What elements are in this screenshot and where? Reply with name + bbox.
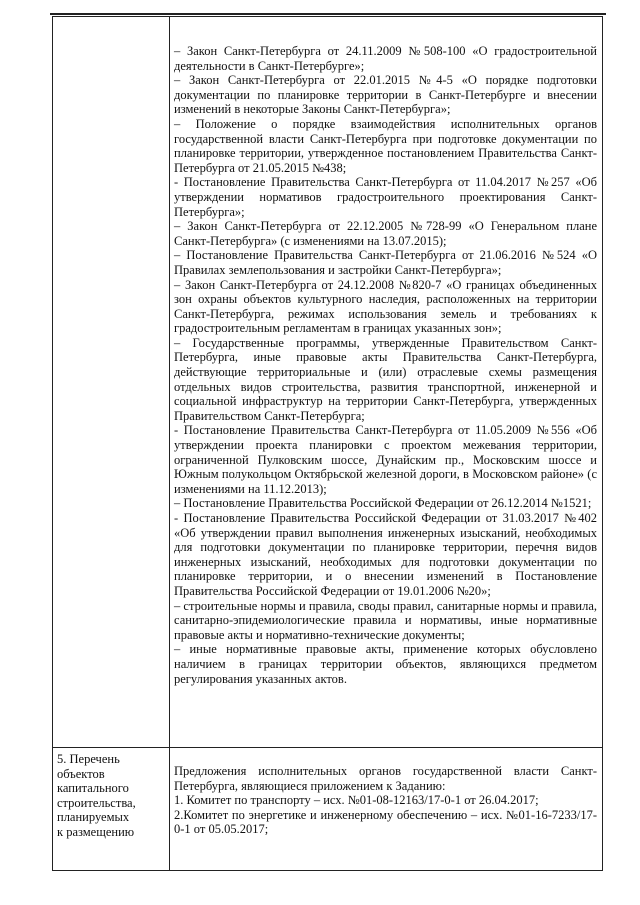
list-item: – Закон Санкт-Петербурга от 22.01.2015 №4-5 «О порядке подготовки документации по планировке территории в Санкт-Петербурге и внесении изменений в некоторые Законы Санкт-Петербурга»; bbox=[174, 73, 597, 117]
label-line: строительства, bbox=[57, 795, 136, 810]
row-label-cell bbox=[53, 748, 170, 871]
list-item: - Постановление Правительства Российской Федерации от 31.03.2017 №402 «Об утверждении правил выполнения инженерных изысканий, необходимых для подготовки документации по планировке территории, перечня видов инженерных изысканий, необходимых для подготовки документации по планировке территории, и о внесении изменений в Постановление Правительства Российской Федерации от 19.01.2006 №20»; bbox=[174, 511, 597, 598]
proposals-list bbox=[170, 748, 602, 837]
table-row bbox=[53, 17, 603, 748]
section-five-label bbox=[53, 748, 169, 840]
list-item: – Государственные программы, утвержденные Правительством Санкт-Петербурга, иные правовые акты Правительства Санкт-Петербурга, действующие территориальные и (или) отраслевые схемы размещения отдельных видов строительства, развития транспортной, инженерной и социальной инфраструктур на территории Санкт-Петербурга, утвержденных Правительством Санкт-Петербурга; bbox=[174, 335, 597, 423]
label-line: капитального bbox=[57, 781, 129, 796]
list-item: – строительные нормы и правила, своды правил, санитарные нормы и правила, санитарно-эпидемиологические правила и нормативы, иные нормативные правовые акты и нормативно-технические документы; bbox=[174, 598, 597, 642]
label-line: объектов bbox=[57, 766, 105, 781]
list-item: – Положение о порядке взаимодействия исполнительных органов государственной власти Санкт-Петербурга при подготовке документации по планировке территории, утвержденное постановлением Правительства Санкт-Петербурга от 21.05.2015 №438; bbox=[174, 116, 597, 175]
label-line: планируемых bbox=[57, 810, 130, 825]
row-content-cell bbox=[170, 17, 603, 748]
list-item: - Постановление Правительства Санкт-Петербурга от 11.04.2017 №257 «Об утверждении нормативов градостроительного проектирования Санкт-Петербурга»; bbox=[174, 175, 597, 219]
row-label-cell bbox=[53, 17, 170, 748]
list-item: – Постановление Правительства Российской Федерации от 26.12.2014 №1521; bbox=[174, 496, 592, 511]
list-item: 2.Комитет по энергетике и инженерному обеспечению – исх. №01-16-7233/17-0-1 от 05.05.2017; bbox=[174, 807, 597, 837]
list-item: 1. Комитет по транспорту – исх. №01-08-12163/17-0-1 от 26.04.2017; bbox=[174, 793, 539, 808]
list-item: - Постановление Правительства Санкт-Петербурга от 11.05.2009 №556 «Об утверждении проекта планировки с проектом межевания территории, ограниченной Пулковским шоссе, Дунайским пр., Московским шоссе и Южным полукольцом Октябрьской железной дороги, в Московском районе» (с изменениями на 11.12.2013); bbox=[174, 423, 597, 496]
list-item: – Постановление Правительства Санкт-Петербурга от 21.06.2016 №524 «О Правилах землепользования и застройки Санкт-Петербурга»; bbox=[174, 248, 597, 277]
label-line: 5. Перечень bbox=[57, 752, 120, 766]
label-line: к размещению bbox=[57, 824, 135, 839]
list-item: – Закон Санкт-Петербурга от 24.11.2009 №508-100 «О градостроительной деятельности в Санкт-Петербурге»; bbox=[174, 44, 597, 73]
list-item: – Закон Санкт-Петербурга от 22.12.2005 №728-99 «О Генеральном плане Санкт-Петербурга» (с изменениями на 13.07.2015); bbox=[174, 219, 597, 248]
top-border-line bbox=[50, 13, 606, 15]
table-row bbox=[53, 748, 603, 871]
list-item: – иные нормативные правовые акты, применение которых обусловлено наличием в границах территории объектов, являющихся предметом регулирования указанных актов. bbox=[174, 642, 597, 686]
list-item: Предложения исполнительных органов государственной власти Санкт-Петербурга, являющиеся приложением к Заданию: bbox=[174, 764, 597, 793]
list-item: – Закон Санкт-Петербурга от 24.12.2008 №820-7 «О границах объединенных зон охраны объектов культурного наследия, расположенных на территории Санкт-Петербурга, режимах использования земель и требованиях к градостроительным регламентам в границах указанных зон»; bbox=[174, 277, 597, 336]
requirements-table bbox=[52, 16, 603, 871]
legal-acts-list bbox=[170, 17, 602, 686]
row-content-cell bbox=[170, 748, 603, 871]
